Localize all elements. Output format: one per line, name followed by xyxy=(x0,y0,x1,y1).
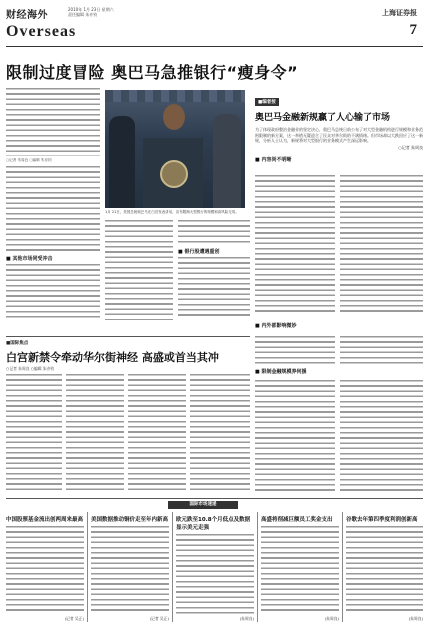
article-column-2 xyxy=(105,220,173,320)
photo-caption: 1月 21日，美国总统奥巴马在白宫发表讲话，宣布限制大型银行的规模和高风险交易。 xyxy=(105,210,239,214)
brief-byline: (朱周良) xyxy=(324,616,339,621)
section-brand: 财经海外 xyxy=(6,10,48,21)
body-text xyxy=(178,220,250,244)
sidebar-column-2 xyxy=(340,175,423,320)
sidebar-lead: 为了体现政府整治金融业的坚定决心，奥巴马总统日前公布了对大型金融机构进行规模和业务范围限制的新方案，这一举措无疑迎合了民众对华尔街的不满情绪。但市场却以大跌回应了这一新规，分析人士认为，新规将对大型银行的业务模式产生深远影响。 xyxy=(255,127,423,143)
brief-2 xyxy=(91,515,169,623)
body-text xyxy=(190,374,250,492)
brief-5 xyxy=(346,515,423,623)
sidebar-subhead-row-3 xyxy=(255,368,423,378)
brief-body xyxy=(91,526,169,614)
column-rule xyxy=(257,512,258,622)
issue-date: 2010年 1月 23日 星期六 xyxy=(68,7,114,12)
body-text xyxy=(340,380,423,492)
issue-editor: 责任编辑 朱亦钧 xyxy=(68,12,98,17)
section2-column-3 xyxy=(128,374,186,492)
body-text xyxy=(6,264,100,320)
editor-note-label: ■编者按 xyxy=(255,98,279,106)
subhead-bank-stocks: ■ 银行股遭遇重创 xyxy=(178,249,220,255)
body-text xyxy=(340,336,423,366)
section2-headline: 白宫新禁令牵动华尔街神经 高盛或首当其冲 xyxy=(6,351,219,364)
brief-body xyxy=(6,526,84,614)
person-figure xyxy=(109,116,135,208)
body-text xyxy=(255,336,335,366)
brief-1 xyxy=(6,515,84,623)
lead-byline: ○记者 朱周良 ○编辑 朱亦钧 xyxy=(6,158,52,162)
section2-column-4 xyxy=(190,374,250,492)
flag-backdrop xyxy=(105,90,245,102)
sidebar-column-6 xyxy=(340,380,423,492)
sidebar-subhead-2: ■ 内外部影响微妙 xyxy=(255,323,297,329)
body-text xyxy=(255,380,335,492)
masthead xyxy=(6,5,423,47)
brief-title: 欧元跌至10.8个月低点及数据显示美元走强 xyxy=(176,517,251,531)
brief-body xyxy=(346,526,423,614)
sidebar-column-3 xyxy=(255,336,335,366)
brief-byline: (记者 吴正) xyxy=(64,616,84,621)
sidebar-subhead-3: ■ 限制金融规模养何援 xyxy=(255,369,307,375)
news-photo xyxy=(105,90,245,208)
sidebar-byline: ○记者 朱周良 xyxy=(398,144,423,150)
section2-column-1 xyxy=(6,374,62,492)
body-text xyxy=(66,374,124,492)
article-column-3 xyxy=(178,220,250,320)
section2-byline: ○记者 朱周良 ○编辑 朱亦钧 xyxy=(6,366,55,371)
person-figure xyxy=(213,114,241,208)
section2-column-2 xyxy=(66,374,124,492)
body-text xyxy=(340,175,423,315)
sidebar-column-1 xyxy=(255,175,335,320)
sidebar-subhead-1: ■ 内容尚不明晰 xyxy=(255,156,292,163)
body-text xyxy=(255,175,335,315)
article-column-1 xyxy=(6,88,100,320)
section2-tag: ■国际焦点 xyxy=(6,341,29,346)
lead-paragraph xyxy=(6,88,100,156)
issue-meta xyxy=(68,7,138,17)
brief-byline: (朱周良) xyxy=(239,616,254,621)
briefs-divider xyxy=(6,498,423,499)
brief-body xyxy=(261,526,339,614)
brief-body xyxy=(176,534,254,614)
body-text xyxy=(105,220,173,320)
subhead-other-markets: ■ 其他市场同受冲击 xyxy=(6,256,53,263)
page-number: 7 xyxy=(409,22,417,38)
briefs-banner: 国际市场速递 xyxy=(168,501,238,509)
brief-title: 高盛将削减巨额员工奖金支出 xyxy=(261,517,333,523)
main-headline: 限制过度冒险 奥巴马急推银行“瘦身令” xyxy=(6,63,299,82)
sidebar-headline: 奥巴马金融新规赢了人心输了市场 xyxy=(255,113,391,123)
sidebar-column-5 xyxy=(255,380,335,492)
brief-byline: (朱周良) xyxy=(408,616,423,621)
brief-3 xyxy=(176,515,254,623)
column-rule xyxy=(87,512,88,622)
body-text xyxy=(178,257,250,319)
body-text xyxy=(128,374,186,492)
speaker-head xyxy=(163,104,185,130)
column-rule xyxy=(172,512,173,622)
brief-title: 谷歌去年第四季度利润创新高 xyxy=(346,517,418,523)
newspaper-name: 上海证券报 xyxy=(382,8,417,17)
section-title: Overseas xyxy=(6,23,77,40)
brief-title: 中国股票基金流出创两周来最高 xyxy=(6,517,84,523)
brief-byline: (记者 吴正) xyxy=(149,616,169,621)
section-divider xyxy=(6,336,250,337)
brief-4 xyxy=(261,515,339,623)
brief-title: 美国数据推动铜价走至年内新高 xyxy=(91,517,169,523)
column-rule xyxy=(342,512,343,622)
presidential-seal-icon xyxy=(160,160,188,188)
sidebar-subhead-row xyxy=(255,322,423,334)
sidebar-column-4 xyxy=(340,336,423,366)
body-text xyxy=(6,166,100,251)
body-text xyxy=(6,374,62,492)
